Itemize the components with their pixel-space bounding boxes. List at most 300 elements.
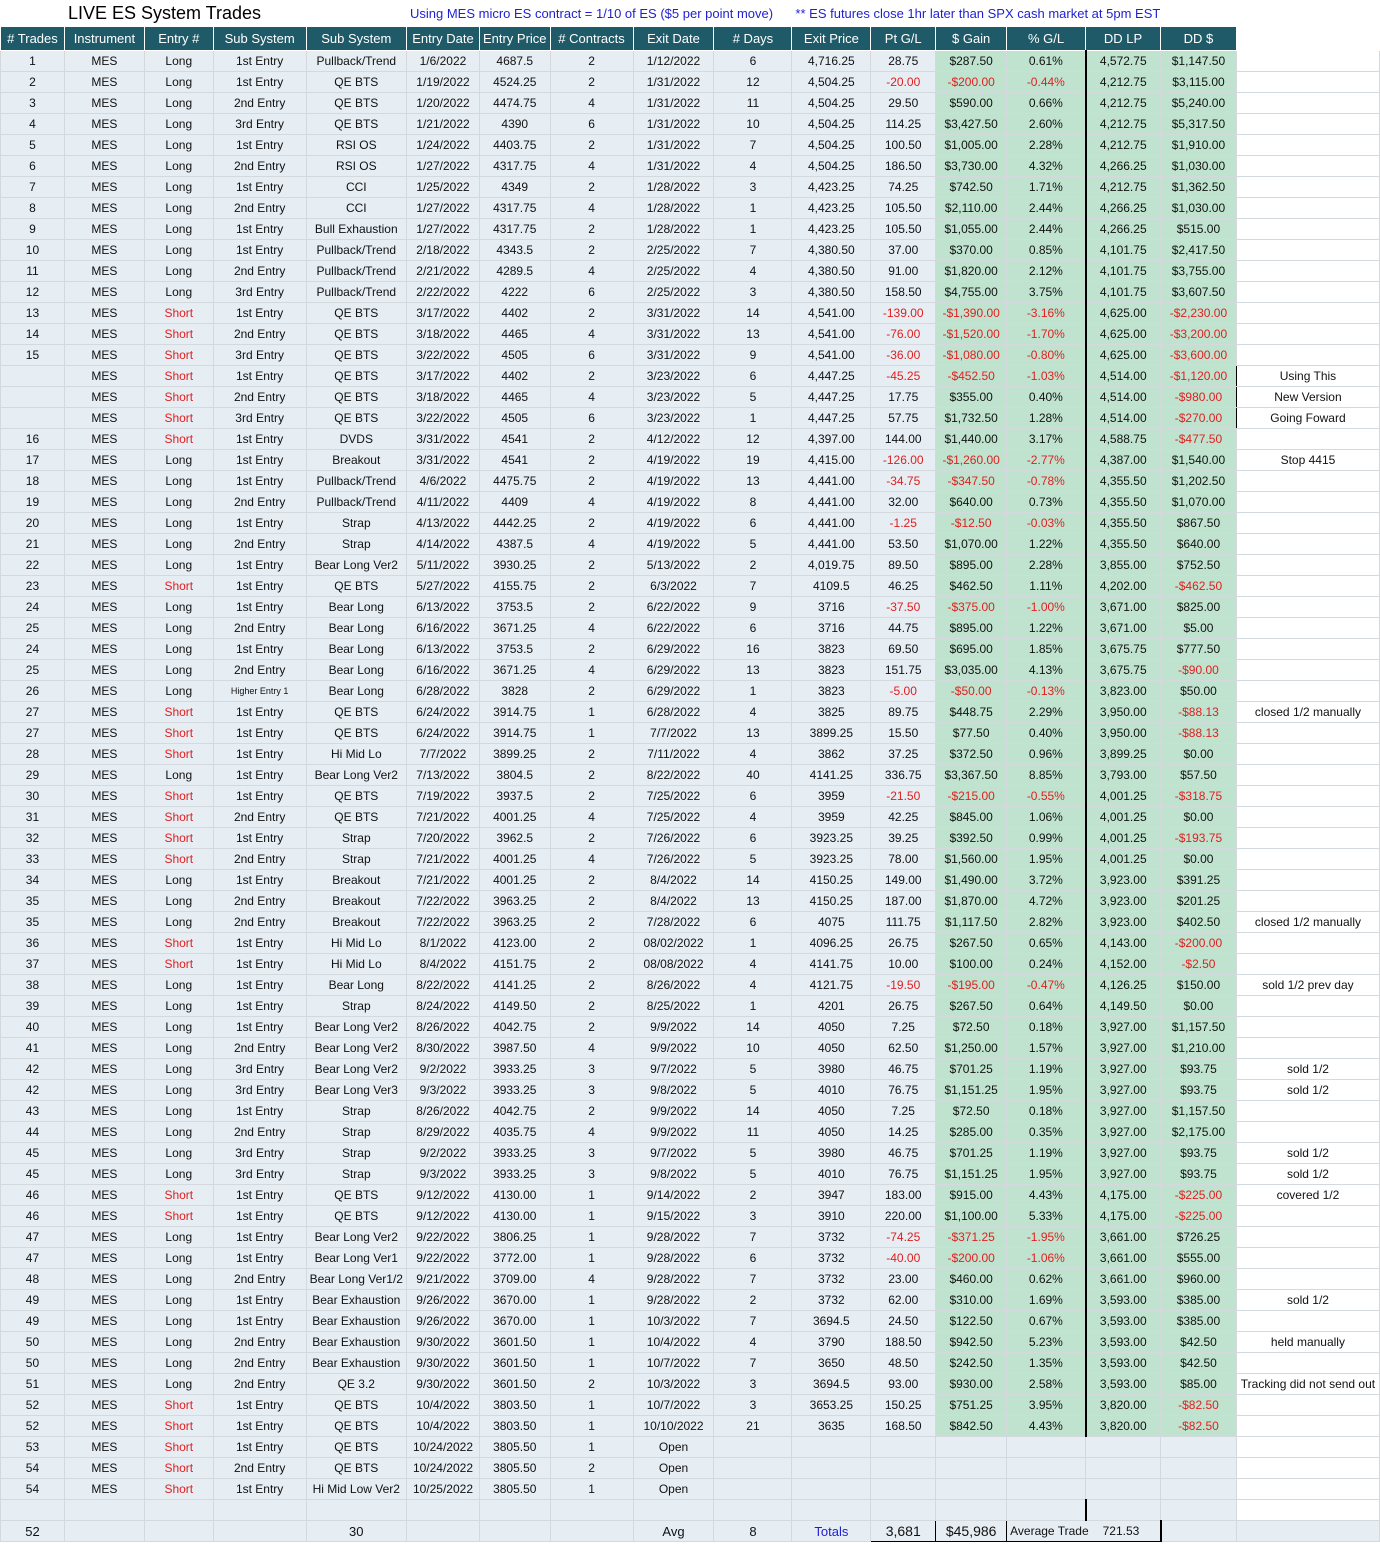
cell-points-gl[interactable]: -34.75	[871, 471, 936, 492]
cell-points-gl[interactable]: 62.50	[871, 1038, 936, 1059]
cell-dollar-gain[interactable]: $845.00	[936, 807, 1007, 828]
cell-exit-date[interactable]: 2/25/2022	[633, 261, 714, 282]
cell-points-gl[interactable]: 23.00	[871, 1269, 936, 1290]
column-header-instrument[interactable]: Instrument	[64, 27, 144, 51]
cell-days[interactable]: 6	[714, 51, 792, 72]
cell-sub-system[interactable]: 2nd Entry	[213, 660, 306, 681]
cell-dd-dollars[interactable]: -$88.13	[1161, 723, 1237, 744]
cell-exit-price[interactable]: 4,423.25	[792, 177, 871, 198]
cell-points-gl[interactable]: 17.75	[871, 387, 936, 408]
cell-points-gl[interactable]: 28.75	[871, 51, 936, 72]
cell-dollar-gain[interactable]: $392.50	[936, 828, 1007, 849]
cell-entry-date[interactable]: 9/3/2022	[406, 1164, 479, 1185]
cell-dd-dollars[interactable]: $385.00	[1161, 1311, 1237, 1332]
cell-points-gl[interactable]: 220.00	[871, 1206, 936, 1227]
cell-points-gl[interactable]: 93.00	[871, 1374, 936, 1395]
cell-dd-dollars[interactable]: -$3,200.00	[1161, 324, 1237, 345]
cell-trade-number[interactable]: 30	[1, 786, 65, 807]
cell-dollar-gain[interactable]: $3,035.00	[936, 660, 1007, 681]
cell-contracts[interactable]: 2	[550, 954, 633, 975]
cell-points-gl[interactable]: 89.50	[871, 555, 936, 576]
cell-entry-number[interactable]: Short	[144, 1437, 213, 1458]
cell-dollar-gain[interactable]: $1,151.25	[936, 1164, 1007, 1185]
cell-exit-date[interactable]: 7/26/2022	[633, 828, 714, 849]
cell-days[interactable]: 2	[714, 1290, 792, 1311]
cell-sub-system[interactable]: 2nd Entry	[213, 1269, 306, 1290]
cell-exit-date[interactable]: 10/4/2022	[633, 1332, 714, 1353]
cell-entry-price[interactable]: 3601.50	[479, 1332, 550, 1353]
cell-dd-lp[interactable]: 4,212.75	[1086, 93, 1161, 114]
cell-entry-number[interactable]: Long	[144, 639, 213, 660]
cell-percent-gl[interactable]: -1.95%	[1007, 1227, 1086, 1248]
cell-instrument[interactable]: MES	[64, 408, 144, 429]
cell-contracts[interactable]: 2	[550, 639, 633, 660]
cell-dd-dollars[interactable]: -$82.50	[1161, 1416, 1237, 1437]
cell-dd-lp[interactable]: 4,266.25	[1086, 156, 1161, 177]
cell-dollar-gain[interactable]: $1,490.00	[936, 870, 1007, 891]
cell-dd-lp[interactable]: 3,793.00	[1086, 765, 1161, 786]
cell-entry-date[interactable]: 7/22/2022	[406, 891, 479, 912]
cell-entry-date[interactable]: 3/31/2022	[406, 450, 479, 471]
cell-trade-number[interactable]: 53	[1, 1437, 65, 1458]
cell-exit-date[interactable]: 1/31/2022	[633, 135, 714, 156]
cell-dd-lp[interactable]: 4,355.50	[1086, 492, 1161, 513]
cell-contracts[interactable]: 1	[550, 1290, 633, 1311]
cell-points-gl[interactable]: -126.00	[871, 450, 936, 471]
cell-trade-number[interactable]: 15	[1, 345, 65, 366]
cell-exit-date[interactable]: 1/31/2022	[633, 72, 714, 93]
cell-instrument[interactable]: MES	[64, 828, 144, 849]
cell-sub-system-name[interactable]: Bear Exhaustion	[306, 1332, 406, 1353]
cell-trade-number[interactable]: 52	[1, 1416, 65, 1437]
cell-dd-lp[interactable]: 3,923.00	[1086, 891, 1161, 912]
cell-percent-gl[interactable]: 0.24%	[1007, 954, 1086, 975]
cell-days[interactable]: 6	[714, 618, 792, 639]
cell-points-gl[interactable]: 336.75	[871, 765, 936, 786]
cell-dd-lp[interactable]: 3,593.00	[1086, 1353, 1161, 1374]
cell-entry-number[interactable]: Short	[144, 744, 213, 765]
cell-entry-price[interactable]: 4387.5	[479, 534, 550, 555]
cell-entry-date[interactable]: 3/22/2022	[406, 345, 479, 366]
cell-dd-dollars[interactable]: $3,115.00	[1161, 72, 1237, 93]
cell-entry-date[interactable]: 9/30/2022	[406, 1353, 479, 1374]
cell-contracts[interactable]: 1	[550, 1185, 633, 1206]
cell-percent-gl[interactable]: 2.44%	[1007, 219, 1086, 240]
cell-remark[interactable]: Using This	[1236, 366, 1379, 387]
cell-remark[interactable]	[1236, 534, 1379, 555]
cell-dd-lp[interactable]: 4,355.50	[1086, 471, 1161, 492]
cell-contracts[interactable]: 4	[550, 93, 633, 114]
cell-instrument[interactable]: MES	[64, 1017, 144, 1038]
cell-points-gl[interactable]: 76.75	[871, 1080, 936, 1101]
cell-trade-number[interactable]: 11	[1, 261, 65, 282]
cell-sub-system-name[interactable]: RSI OS	[306, 135, 406, 156]
cell-trade-number[interactable]: 16	[1, 429, 65, 450]
cell-remark[interactable]	[1236, 744, 1379, 765]
cell-dd-lp[interactable]: 4,387.00	[1086, 450, 1161, 471]
cell-trade-number[interactable]: 51	[1, 1374, 65, 1395]
cell-sub-system-name[interactable]: Bear Exhaustion	[306, 1311, 406, 1332]
cell-dd-lp[interactable]: 4,514.00	[1086, 366, 1161, 387]
cell-percent-gl[interactable]: 0.67%	[1007, 1311, 1086, 1332]
cell-entry-price[interactable]: 4141.25	[479, 975, 550, 996]
cell-exit-date[interactable]: 3/31/2022	[633, 345, 714, 366]
cell-dd-lp[interactable]: 3,927.00	[1086, 1038, 1161, 1059]
cell-sub-system-name[interactable]: Pullback/Trend	[306, 492, 406, 513]
cell-days[interactable]: 7	[714, 1269, 792, 1290]
cell-entry-number[interactable]: Long	[144, 1038, 213, 1059]
cell-entry-number[interactable]: Short	[144, 807, 213, 828]
cell-entry-date[interactable]: 9/2/2022	[406, 1059, 479, 1080]
cell-exit-date[interactable]: 9/9/2022	[633, 1101, 714, 1122]
cell-contracts[interactable]: 3	[550, 1143, 633, 1164]
cell-percent-gl[interactable]: 3.95%	[1007, 1395, 1086, 1416]
cell-days[interactable]: 6	[714, 912, 792, 933]
cell-remark[interactable]	[1236, 618, 1379, 639]
cell-entry-price[interactable]: 4317.75	[479, 219, 550, 240]
cell-exit-date[interactable]: 7/25/2022	[633, 786, 714, 807]
cell-trade-number[interactable]: 5	[1, 135, 65, 156]
cell-entry-date[interactable]: 6/16/2022	[406, 618, 479, 639]
cell-contracts[interactable]: 2	[550, 219, 633, 240]
cell-instrument[interactable]: MES	[64, 1206, 144, 1227]
cell-exit-price[interactable]: 4050	[792, 1038, 871, 1059]
cell-sub-system[interactable]: 1st Entry	[213, 429, 306, 450]
cell-entry-number[interactable]: Short	[144, 429, 213, 450]
cell-remark[interactable]: closed 1/2 manually	[1236, 912, 1379, 933]
cell-dd-dollars[interactable]: $555.00	[1161, 1248, 1237, 1269]
cell-contracts[interactable]: 1	[550, 1353, 633, 1374]
cell-exit-date[interactable]: Open	[633, 1458, 714, 1479]
cell-remark[interactable]	[1236, 807, 1379, 828]
cell-entry-date[interactable]: 7/21/2022	[406, 807, 479, 828]
cell-instrument[interactable]: MES	[64, 1101, 144, 1122]
cell-days[interactable]: 4	[714, 744, 792, 765]
cell-sub-system-name[interactable]: Bear Long Ver2	[306, 1059, 406, 1080]
cell-entry-number[interactable]: Long	[144, 1353, 213, 1374]
cell-entry-price[interactable]: 4402	[479, 366, 550, 387]
cell-remark[interactable]: sold 1/2 prev day	[1236, 975, 1379, 996]
cell-dd-dollars[interactable]: $2,417.50	[1161, 240, 1237, 261]
cell-instrument[interactable]: MES	[64, 366, 144, 387]
cell-dd-lp[interactable]: 3,927.00	[1086, 1080, 1161, 1101]
cell-exit-price[interactable]: 3716	[792, 597, 871, 618]
cell-sub-system-name[interactable]: Strap	[306, 1101, 406, 1122]
cell-days[interactable]: 7	[714, 1353, 792, 1374]
cell-contracts[interactable]: 2	[550, 555, 633, 576]
cell-percent-gl[interactable]: 5.23%	[1007, 1332, 1086, 1353]
cell-sub-system-name[interactable]: Hi Mid Lo	[306, 933, 406, 954]
cell-days[interactable]: 14	[714, 870, 792, 891]
cell-dollar-gain[interactable]: $1,250.00	[936, 1038, 1007, 1059]
cell-entry-number[interactable]: Long	[144, 1164, 213, 1185]
total-gain[interactable]: $45,986	[936, 1521, 1007, 1542]
cell-exit-date[interactable]: 9/14/2022	[633, 1185, 714, 1206]
cell-percent-gl[interactable]: 0.65%	[1007, 933, 1086, 954]
cell-remark[interactable]	[1236, 1017, 1379, 1038]
cell-trade-number[interactable]: 21	[1, 534, 65, 555]
cell-entry-number[interactable]: Long	[144, 534, 213, 555]
column-header-entry-price[interactable]: Entry Price	[479, 27, 550, 51]
cell-percent-gl[interactable]: 4.13%	[1007, 660, 1086, 681]
cell-entry-price[interactable]: 4289.5	[479, 261, 550, 282]
cell-entry-price[interactable]: 3670.00	[479, 1311, 550, 1332]
cell-exit-date[interactable]: 08/08/2022	[633, 954, 714, 975]
cell-dd-dollars[interactable]: $85.00	[1161, 1374, 1237, 1395]
cell-trade-number[interactable]: 14	[1, 324, 65, 345]
empty-cell[interactable]	[1086, 1500, 1161, 1521]
cell-entry-number[interactable]: Long	[144, 219, 213, 240]
cell-entry-price[interactable]: 4343.5	[479, 240, 550, 261]
cell-percent-gl[interactable]	[1007, 1458, 1086, 1479]
cell-sub-system[interactable]: 1st Entry	[213, 240, 306, 261]
empty-cell[interactable]	[1236, 1500, 1379, 1521]
cell-dd-lp[interactable]: 4,101.75	[1086, 261, 1161, 282]
cell-contracts[interactable]: 2	[550, 765, 633, 786]
cell-sub-system-name[interactable]: CCI	[306, 177, 406, 198]
cell-percent-gl[interactable]: -1.70%	[1007, 324, 1086, 345]
cell-dollar-gain[interactable]: $895.00	[936, 555, 1007, 576]
cell-days[interactable]: 4	[714, 975, 792, 996]
cell-contracts[interactable]: 1	[550, 1416, 633, 1437]
cell-sub-system-name[interactable]: QE BTS	[306, 1185, 406, 1206]
cell-dd-lp[interactable]: 3,593.00	[1086, 1332, 1161, 1353]
column-header-exit-date[interactable]: Exit Date	[633, 27, 714, 51]
cell-percent-gl[interactable]: -1.06%	[1007, 1248, 1086, 1269]
cell-days[interactable]: 3	[714, 1395, 792, 1416]
cell-entry-price[interactable]: 4465	[479, 387, 550, 408]
cell-entry-number[interactable]: Long	[144, 1332, 213, 1353]
cell-remark[interactable]	[1236, 870, 1379, 891]
cell-exit-date[interactable]: 3/23/2022	[633, 366, 714, 387]
cell-entry-number[interactable]: Short	[144, 723, 213, 744]
cell-dd-lp[interactable]: 4,266.25	[1086, 219, 1161, 240]
cell-dd-dollars[interactable]: -$2,230.00	[1161, 303, 1237, 324]
cell-sub-system[interactable]: 1st Entry	[213, 1017, 306, 1038]
cell-sub-system[interactable]: 1st Entry	[213, 786, 306, 807]
cell-trade-number[interactable]: 36	[1, 933, 65, 954]
cell-points-gl[interactable]: -5.00	[871, 681, 936, 702]
cell-remark[interactable]	[1236, 282, 1379, 303]
cell-instrument[interactable]: MES	[64, 135, 144, 156]
average-trade-cell[interactable]	[1007, 1521, 1161, 1542]
cell-sub-system[interactable]: 1st Entry	[213, 1206, 306, 1227]
cell-entry-price[interactable]: 3671.25	[479, 660, 550, 681]
cell-dd-lp[interactable]	[1086, 1437, 1161, 1458]
cell-entry-number[interactable]: Short	[144, 702, 213, 723]
cell-days[interactable]: 5	[714, 1164, 792, 1185]
cell-entry-price[interactable]: 3962.5	[479, 828, 550, 849]
cell-points-gl[interactable]: 48.50	[871, 1353, 936, 1374]
cell-sub-system-name[interactable]: Breakout	[306, 450, 406, 471]
empty-cell[interactable]	[213, 1500, 306, 1521]
cell-exit-date[interactable]: 8/22/2022	[633, 765, 714, 786]
cell-dollar-gain[interactable]: $1,820.00	[936, 261, 1007, 282]
cell-dd-lp[interactable]: 4,625.00	[1086, 303, 1161, 324]
cell-remark[interactable]: covered 1/2	[1236, 1185, 1379, 1206]
cell-entry-date[interactable]: 1/27/2022	[406, 198, 479, 219]
cell-sub-system-name[interactable]: Bear Long	[306, 597, 406, 618]
cell-dollar-gain[interactable]: $72.50	[936, 1017, 1007, 1038]
cell-remark[interactable]	[1236, 891, 1379, 912]
cell-entry-price[interactable]: 4403.75	[479, 135, 550, 156]
cell-contracts[interactable]: 2	[550, 996, 633, 1017]
cell-percent-gl[interactable]: 3.75%	[1007, 282, 1086, 303]
cell-exit-date[interactable]: Open	[633, 1479, 714, 1500]
cell-sub-system[interactable]: 1st Entry	[213, 471, 306, 492]
cell-trade-number[interactable]	[1, 408, 65, 429]
cell-sub-system[interactable]: 2nd Entry	[213, 387, 306, 408]
cell-dollar-gain[interactable]: $1,440.00	[936, 429, 1007, 450]
cell-sub-system-name[interactable]: Pullback/Trend	[306, 261, 406, 282]
empty-cell[interactable]	[633, 1500, 714, 1521]
cell-sub-system[interactable]: 1st Entry	[213, 1395, 306, 1416]
cell-points-gl[interactable]	[871, 1479, 936, 1500]
cell-contracts[interactable]: 2	[550, 744, 633, 765]
cell-entry-date[interactable]: 8/26/2022	[406, 1017, 479, 1038]
cell-sub-system-name[interactable]: Bear Long Ver2	[306, 1038, 406, 1059]
cell-points-gl[interactable]: 69.50	[871, 639, 936, 660]
cell-sub-system-name[interactable]: Breakout	[306, 912, 406, 933]
cell-sub-system[interactable]: 1st Entry	[213, 51, 306, 72]
cell-trade-number[interactable]: 31	[1, 807, 65, 828]
cell-entry-price[interactable]: 3805.50	[479, 1479, 550, 1500]
cell-trade-number[interactable]: 54	[1, 1458, 65, 1479]
cell-dd-lp[interactable]: 3,927.00	[1086, 1059, 1161, 1080]
sub-system-count[interactable]: 30	[306, 1521, 406, 1542]
cell-trade-number[interactable]: 35	[1, 891, 65, 912]
cell-exit-price[interactable]: 4,423.25	[792, 219, 871, 240]
cell-remark[interactable]: New Version	[1236, 387, 1379, 408]
cell-sub-system-name[interactable]: QE BTS	[306, 786, 406, 807]
cell-dd-dollars[interactable]: -$193.75	[1161, 828, 1237, 849]
cell-dollar-gain[interactable]: $267.50	[936, 996, 1007, 1017]
cell-exit-price[interactable]: 4,019.75	[792, 555, 871, 576]
cell-remark[interactable]: sold 1/2	[1236, 1059, 1379, 1080]
cell-contracts[interactable]: 4	[550, 156, 633, 177]
cell-exit-price[interactable]: 4201	[792, 996, 871, 1017]
cell-remark[interactable]: Stop 4415	[1236, 450, 1379, 471]
cell-days[interactable]: 4	[714, 702, 792, 723]
cell-exit-price[interactable]: 3923.25	[792, 849, 871, 870]
cell-trade-number[interactable]: 43	[1, 1101, 65, 1122]
cell-dd-lp[interactable]: 3,593.00	[1086, 1290, 1161, 1311]
cell-days[interactable]: 21	[714, 1416, 792, 1437]
cell-contracts[interactable]: 4	[550, 1038, 633, 1059]
cell-entry-price[interactable]: 4465	[479, 324, 550, 345]
cell-percent-gl[interactable]: -0.55%	[1007, 786, 1086, 807]
cell-instrument[interactable]: MES	[64, 1437, 144, 1458]
cell-trade-number[interactable]: 54	[1, 1479, 65, 1500]
cell-sub-system-name[interactable]: Strap	[306, 1122, 406, 1143]
cell-exit-price[interactable]: 4141.25	[792, 765, 871, 786]
cell-contracts[interactable]: 2	[550, 513, 633, 534]
cell-points-gl[interactable]: 42.25	[871, 807, 936, 828]
cell-exit-date[interactable]: 10/7/2022	[633, 1395, 714, 1416]
cell-exit-date[interactable]: 9/28/2022	[633, 1290, 714, 1311]
cell-exit-date[interactable]: 9/9/2022	[633, 1122, 714, 1143]
cell-exit-date[interactable]: 1/28/2022	[633, 177, 714, 198]
cell-trade-number[interactable]: 47	[1, 1227, 65, 1248]
cell-remark[interactable]: closed 1/2 manually	[1236, 702, 1379, 723]
cell-percent-gl[interactable]: 1.28%	[1007, 408, 1086, 429]
cell-entry-number[interactable]: Short	[144, 1206, 213, 1227]
cell-entry-price[interactable]: 4155.75	[479, 576, 550, 597]
cell-dollar-gain[interactable]: $72.50	[936, 1101, 1007, 1122]
cell-entry-price[interactable]: 4151.75	[479, 954, 550, 975]
cell-sub-system-name[interactable]: Pullback/Trend	[306, 471, 406, 492]
cell-entry-number[interactable]: Short	[144, 387, 213, 408]
cell-dollar-gain[interactable]: -$195.00	[936, 975, 1007, 996]
cell-contracts[interactable]: 4	[550, 324, 633, 345]
cell-dollar-gain[interactable]: $640.00	[936, 492, 1007, 513]
cell-contracts[interactable]: 6	[550, 408, 633, 429]
cell-instrument[interactable]: MES	[64, 933, 144, 954]
cell-exit-price[interactable]: 4010	[792, 1164, 871, 1185]
cell-entry-number[interactable]: Short	[144, 954, 213, 975]
column-header-percent-gl[interactable]: % G/L	[1007, 27, 1086, 51]
cell-trade-number[interactable]: 35	[1, 912, 65, 933]
cell-days[interactable]: 8	[714, 492, 792, 513]
cell-trade-number[interactable]: 4	[1, 114, 65, 135]
cell-points-gl[interactable]: 10.00	[871, 954, 936, 975]
cell-points-gl[interactable]: 46.25	[871, 576, 936, 597]
cell-exit-date[interactable]: 10/3/2022	[633, 1311, 714, 1332]
cell-instrument[interactable]: MES	[64, 1311, 144, 1332]
cell-dollar-gain[interactable]: -$200.00	[936, 72, 1007, 93]
cell-dd-dollars[interactable]: $2,175.00	[1161, 1122, 1237, 1143]
cell-percent-gl[interactable]: -0.80%	[1007, 345, 1086, 366]
cell-dollar-gain[interactable]: -$200.00	[936, 1248, 1007, 1269]
cell-remark[interactable]	[1236, 828, 1379, 849]
cell-dollar-gain[interactable]: -$12.50	[936, 513, 1007, 534]
cell-dd-dollars[interactable]: $1,030.00	[1161, 198, 1237, 219]
cell-entry-date[interactable]: 3/22/2022	[406, 408, 479, 429]
cell-exit-price[interactable]: 3910	[792, 1206, 871, 1227]
cell-trade-number[interactable]: 40	[1, 1017, 65, 1038]
cell-dollar-gain[interactable]: -$1,260.00	[936, 450, 1007, 471]
cell-entry-price[interactable]: 3963.25	[479, 891, 550, 912]
cell-sub-system-name[interactable]: QE BTS	[306, 408, 406, 429]
cell-remark[interactable]	[1236, 849, 1379, 870]
cell-trade-number[interactable]: 33	[1, 849, 65, 870]
column-header-sub-system[interactable]: Sub System	[213, 27, 306, 51]
cell-dd-dollars[interactable]: -$318.75	[1161, 786, 1237, 807]
cell-entry-number[interactable]: Short	[144, 345, 213, 366]
cell-dd-dollars[interactable]: -$1,120.00	[1161, 366, 1237, 387]
cell-entry-price[interactable]: 3828	[479, 681, 550, 702]
cell-entry-date[interactable]: 10/4/2022	[406, 1395, 479, 1416]
cell-exit-price[interactable]: 4,415.00	[792, 450, 871, 471]
cell-entry-number[interactable]: Long	[144, 51, 213, 72]
cell-sub-system[interactable]: 3rd Entry	[213, 1164, 306, 1185]
cell-days[interactable]: 7	[714, 135, 792, 156]
cell-sub-system[interactable]: 1st Entry	[213, 576, 306, 597]
cell-exit-date[interactable]: 3/23/2022	[633, 408, 714, 429]
cell-entry-number[interactable]: Long	[144, 618, 213, 639]
cell-remark[interactable]	[1236, 1479, 1379, 1500]
cell-entry-date[interactable]: 6/13/2022	[406, 639, 479, 660]
cell-exit-price[interactable]: 4,380.50	[792, 282, 871, 303]
cell-dollar-gain[interactable]: $310.00	[936, 1290, 1007, 1311]
cell-days[interactable]: 6	[714, 513, 792, 534]
cell-entry-date[interactable]: 6/24/2022	[406, 723, 479, 744]
cell-sub-system[interactable]: 2nd Entry	[213, 156, 306, 177]
cell-points-gl[interactable]: 111.75	[871, 912, 936, 933]
cell-remark[interactable]: held manually	[1236, 1332, 1379, 1353]
cell-instrument[interactable]: MES	[64, 1374, 144, 1395]
cell-sub-system-name[interactable]: Bear Long	[306, 618, 406, 639]
